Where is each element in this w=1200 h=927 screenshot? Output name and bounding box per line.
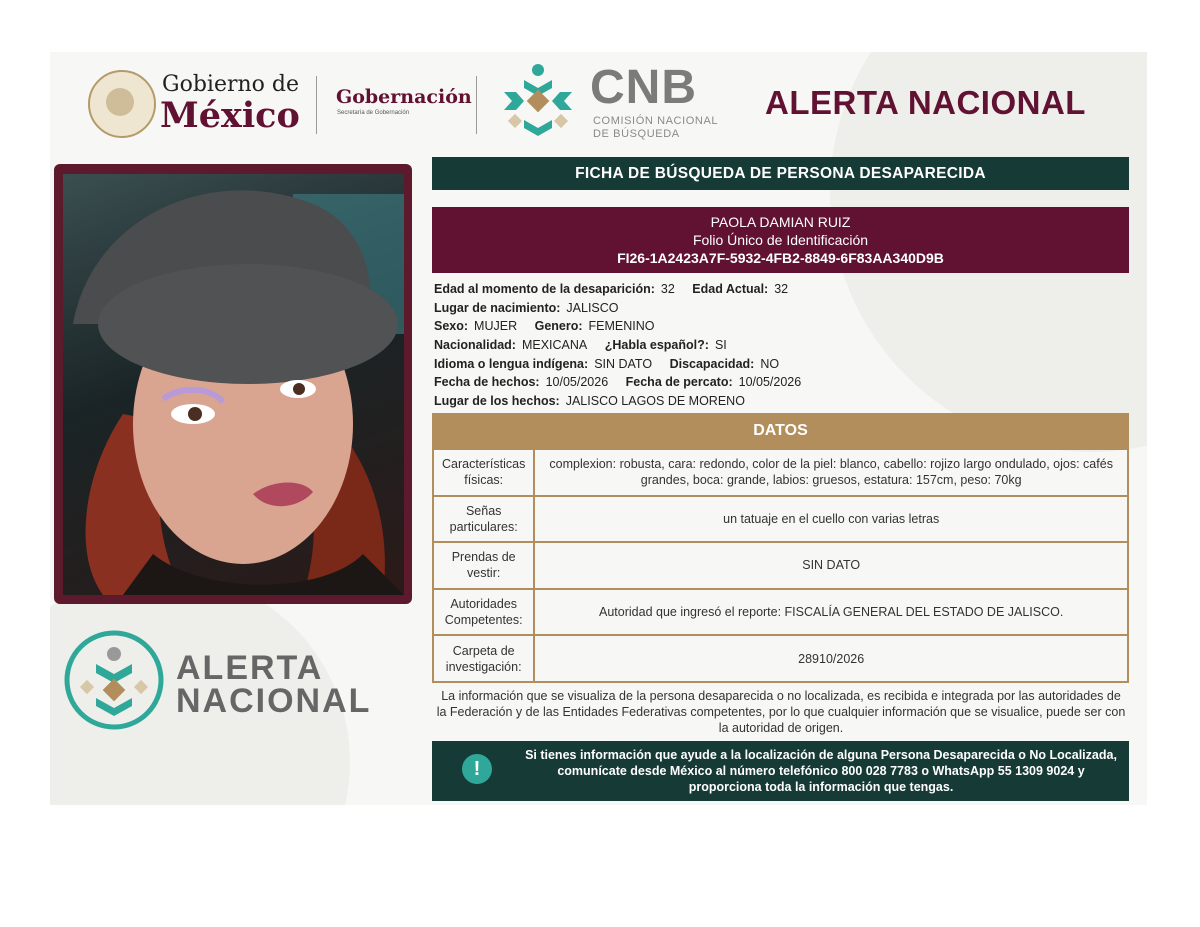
folio-label: Folio Único de Identificación <box>692 232 869 248</box>
facts-row <box>434 392 1129 411</box>
gobernacion-subtitle: Secretaría de Gobernación <box>337 110 410 116</box>
idioma-value: SIN DATO <box>594 356 653 371</box>
table-row <box>433 449 1128 496</box>
header-divider <box>316 76 317 134</box>
fecha-hechos-label: Fecha de hechos: <box>434 375 540 390</box>
facts-row <box>434 299 1129 318</box>
person-facts <box>434 280 1129 411</box>
missing-person-photo <box>63 174 404 595</box>
ficha-title: FICHA DE BÚSQUEDA DE PERSONA DESAPARECIDA <box>432 157 1129 190</box>
datos-value: 28910/2026 <box>534 635 1128 682</box>
sexo-label: Sexo: <box>434 319 469 334</box>
edad-actual-value: 32 <box>774 282 789 296</box>
facts-row <box>434 355 1129 374</box>
discapacidad-label: Discapacidad: <box>669 356 755 371</box>
datos-label: Prendas de vestir: <box>433 542 534 589</box>
cnb-subtitle-2: DE BÚSQUEDA <box>593 128 680 140</box>
facts-row <box>434 373 1129 392</box>
disclaimer-note: La información que se visualiza de la persona desaparecida o no localizada, es recibida e integrada por las autoridades de la Federación y de las Entidades Federativas competentes, por lo que cualquier información que se visualice, puede ser con la autoridad de origen. <box>436 689 1126 735</box>
habla-espanol-value: SI <box>714 338 727 353</box>
datos-label: Autoridades Competentes: <box>433 589 534 636</box>
datos-header: DATOS <box>432 413 1129 448</box>
genero-label: Genero: <box>534 319 583 334</box>
fecha-hechos-value: 10/05/2026 <box>545 375 609 390</box>
fecha-percato-label: Fecha de percato: <box>625 375 733 390</box>
datos-label: Características físicas: <box>433 449 534 496</box>
datos-value: SIN DATO <box>534 542 1128 589</box>
datos-table <box>432 448 1129 683</box>
contact-info-bar <box>432 741 1129 801</box>
alerta-nacional-title: ALERTA NACIONAL <box>765 84 1086 121</box>
gobierno-line1: Gobierno de <box>162 72 299 97</box>
alerta-logo-line2: NACIONAL <box>176 682 372 720</box>
person-name: PAOLA DAMIAN RUIZ <box>710 214 851 230</box>
alerta-logo-line1: ALERTA <box>176 649 324 687</box>
folio-value: FI26-1A2423A7F-5932-4FB2-8849-6F83AA340D9B <box>617 250 944 266</box>
table-row <box>433 589 1128 636</box>
gobierno-line2: México <box>160 95 300 136</box>
mexico-seal-icon <box>88 70 156 138</box>
cnb-subtitle-1: COMISIÓN NACIONAL <box>593 115 719 127</box>
person-header <box>432 207 1129 273</box>
nacionalidad-label: Nacionalidad: <box>434 338 516 353</box>
table-row <box>433 635 1128 682</box>
lugar-hechos-value: JALISCO LAGOS DE MORENO <box>565 394 745 409</box>
table-row <box>433 542 1128 589</box>
datos-label: Carpeta de investigación: <box>433 635 534 682</box>
table-row <box>433 496 1128 543</box>
alerta-nacional-logo-icon <box>64 630 164 730</box>
gobernacion-logo-text: Gobernación <box>336 86 472 108</box>
lugar-hechos-label: Lugar de los hechos: <box>434 394 560 409</box>
datos-value: complexion: robusta, cara: redondo, color de la piel: blanco, cabello: rojizo largo ondulado, ojos: cafés grandes, boca: grande, labios: gruesos, estatura: 157cm, peso: 70kg <box>534 449 1128 496</box>
header-divider <box>476 76 477 134</box>
habla-espanol-label: ¿Habla español?: <box>604 338 709 353</box>
contact-info-text: Si tienes información que ayude a la localización de alguna Persona Desaparecida o No Localizada, comunícate desde México al número telefónico 800 028 7783 o WhatsApp 55 1309 9024 y proporciona toda la información que tengas. <box>525 748 1117 794</box>
edad-desaparicion-label: Edad al momento de la desaparición: <box>434 282 655 296</box>
edad-desaparicion-value: 32 <box>660 282 675 296</box>
facts-row <box>434 317 1129 336</box>
nacionalidad-value: MEXICANA <box>521 338 588 353</box>
discapacidad-value: NO <box>760 356 780 371</box>
genero-value: FEMENINO <box>588 319 655 334</box>
facts-row <box>434 280 1129 299</box>
datos-label: Señas particulares: <box>433 496 534 543</box>
cnb-logo-icon <box>494 58 582 144</box>
datos-value: Autoridad que ingresó el reporte: FISCALÍA GENERAL DEL ESTADO DE JALISCO. <box>534 589 1128 636</box>
lugar-nacimiento-label: Lugar de nacimiento: <box>434 300 561 315</box>
sexo-value: MUJER <box>474 319 518 334</box>
idioma-label: Idioma o lengua indígena: <box>434 356 589 371</box>
fecha-percato-value: 10/05/2026 <box>738 375 802 390</box>
edad-actual-label: Edad Actual: <box>692 282 769 296</box>
cnb-title: CNB <box>590 61 697 114</box>
lugar-nacimiento-value: JALISCO <box>566 300 619 315</box>
datos-value: un tatuaje en el cuello con varias letras <box>534 496 1128 543</box>
facts-row <box>434 336 1129 355</box>
exclamation-icon: ! <box>462 754 492 784</box>
